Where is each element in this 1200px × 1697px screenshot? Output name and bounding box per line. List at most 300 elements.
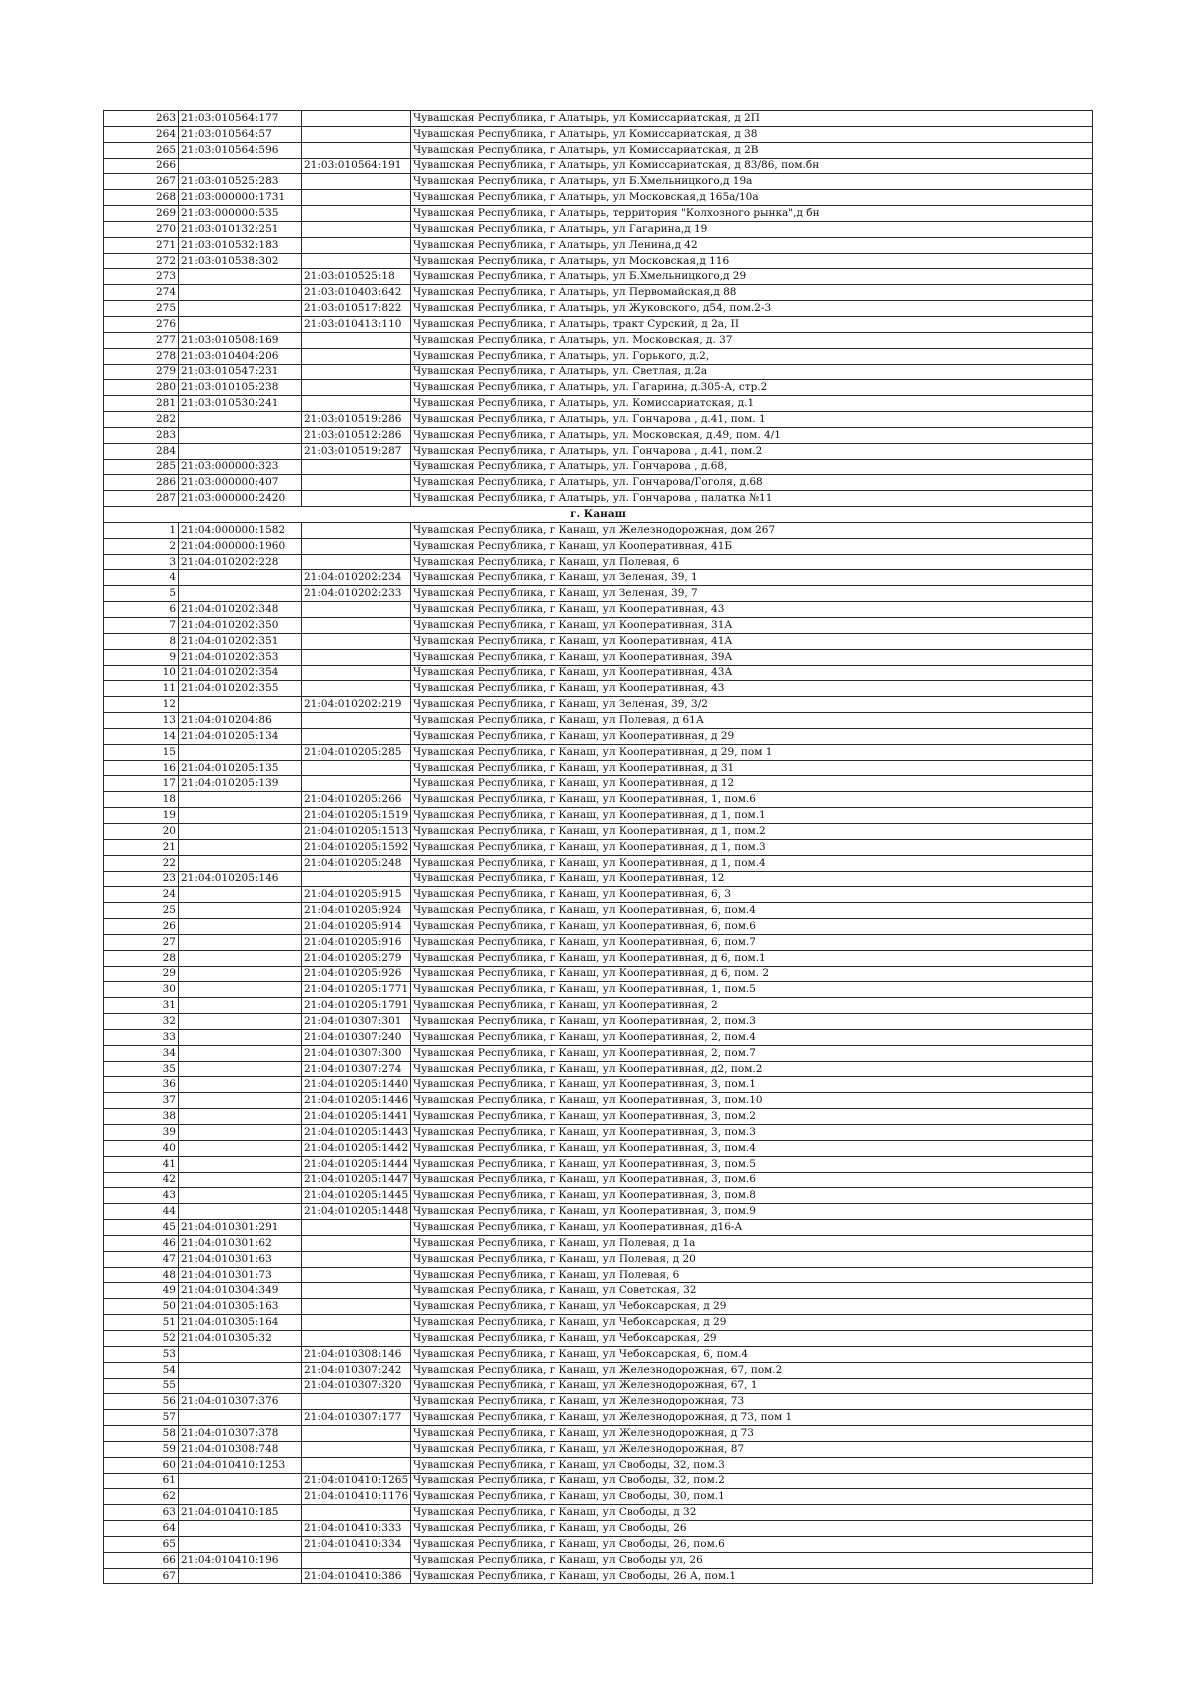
premises-cadastral-number-cell (302, 665, 411, 681)
row-number: 278 (104, 348, 179, 364)
cadastral-number-cell: 21:04:010410:1253 (179, 1457, 302, 1473)
row-number: 38 (104, 1109, 179, 1125)
premises-cadastral-number-cell (302, 237, 411, 253)
address-cell: Чувашская Республика, г Канаш, ул Железнодорожная, 67, 1 (411, 1378, 1093, 1394)
premises-cadastral-number-cell (302, 776, 411, 792)
row-number: 25 (104, 903, 179, 919)
row-number: 42 (104, 1172, 179, 1188)
cadastral-number-cell: 21:04:010202:354 (179, 665, 302, 681)
address-cell: Чувашская Республика, г Канаш, ул Кооперативная, 39А (411, 649, 1093, 665)
table-row (104, 697, 1093, 713)
section-title: г. Канаш (104, 507, 1093, 523)
premises-cadastral-number-cell (302, 332, 411, 348)
row-number: 24 (104, 887, 179, 903)
table-row (104, 412, 1093, 428)
row-number: 37 (104, 1093, 179, 1109)
premises-cadastral-number-cell: 21:04:010205:1791 (302, 998, 411, 1014)
premises-cadastral-number-cell: 21:04:010205:1447 (302, 1172, 411, 1188)
cadastral-number-cell (179, 1172, 302, 1188)
cadastral-number-cell: 21:04:010305:164 (179, 1315, 302, 1331)
table-row (104, 396, 1093, 412)
row-number: 40 (104, 1140, 179, 1156)
address-cell: Чувашская Республика, г Канаш, ул Кооперативная, 12 (411, 871, 1093, 887)
table-row (104, 792, 1093, 808)
cadastral-number-cell (179, 316, 302, 332)
cadastral-number-cell: 21:04:010202:348 (179, 602, 302, 618)
cadastral-number-cell (179, 697, 302, 713)
row-number: 274 (104, 285, 179, 301)
row-number: 60 (104, 1457, 179, 1473)
premises-cadastral-number-cell (302, 1505, 411, 1521)
address-cell: Чувашская Республика, г Канаш, ул Кооперативная, 1, пом.6 (411, 792, 1093, 808)
premises-cadastral-number-cell (302, 206, 411, 222)
table-row (104, 1109, 1093, 1125)
address-cell: Чувашская Республика, г Алатырь, территория "Колхозного рынка",д бн (411, 206, 1093, 222)
premises-cadastral-number-cell: 21:04:010205:926 (302, 966, 411, 982)
cadastral-number-cell (179, 1378, 302, 1394)
cadastral-number-cell (179, 1093, 302, 1109)
table-row (104, 1489, 1093, 1505)
table-row (104, 427, 1093, 443)
row-number: 4 (104, 570, 179, 586)
table-row (104, 1045, 1093, 1061)
address-cell: Чувашская Республика, г Канаш, ул Полевая, 6 (411, 1267, 1093, 1283)
address-cell: Чувашская Республика, г Алатырь, ул Московская,д 116 (411, 253, 1093, 269)
row-number: 266 (104, 158, 179, 174)
row-number: 286 (104, 475, 179, 491)
premises-cadastral-number-cell (302, 760, 411, 776)
cadastral-number-cell: 21:04:010202:353 (179, 649, 302, 665)
table-row (104, 934, 1093, 950)
cadastral-number-cell (179, 427, 302, 443)
table-row (104, 855, 1093, 871)
address-cell: Чувашская Республика, г Канаш, ул Чебоксарская, д 29 (411, 1315, 1093, 1331)
table-body (104, 111, 1093, 1584)
address-cell: Чувашская Республика, г Канаш, ул Кооперативная, 43 (411, 681, 1093, 697)
row-number: 6 (104, 602, 179, 618)
row-number: 283 (104, 427, 179, 443)
premises-cadastral-number-cell (302, 1394, 411, 1410)
premises-cadastral-number-cell: 21:04:010205:1443 (302, 1125, 411, 1141)
row-number: 16 (104, 760, 179, 776)
premises-cadastral-number-cell (302, 633, 411, 649)
premises-cadastral-number-cell (302, 538, 411, 554)
table-row (104, 1362, 1093, 1378)
row-number: 30 (104, 982, 179, 998)
table-row (104, 1029, 1093, 1045)
cadastral-number-cell: 21:03:010564:596 (179, 142, 302, 158)
premises-cadastral-number-cell (302, 142, 411, 158)
address-cell: Чувашская Республика, г Канаш, ул Кооперативная, 3, пом.5 (411, 1156, 1093, 1172)
table-row (104, 269, 1093, 285)
premises-cadastral-number-cell (302, 871, 411, 887)
cadastral-number-cell (179, 1536, 302, 1552)
table-row (104, 776, 1093, 792)
table-row (104, 871, 1093, 887)
table-row (104, 142, 1093, 158)
table-row (104, 522, 1093, 538)
premises-cadastral-number-cell (302, 1426, 411, 1442)
table-row (104, 332, 1093, 348)
cadastral-number-cell (179, 792, 302, 808)
table-row (104, 823, 1093, 839)
row-number: 29 (104, 966, 179, 982)
cadastral-number-cell (179, 1473, 302, 1489)
cadastral-number-cell: 21:03:010547:231 (179, 364, 302, 380)
table-row (104, 1283, 1093, 1299)
premises-cadastral-number-cell: 21:04:010410:333 (302, 1521, 411, 1537)
address-cell: Чувашская Республика, г Канаш, ул Кооперативная, д16-А (411, 1220, 1093, 1236)
row-number: 12 (104, 697, 179, 713)
row-number: 50 (104, 1299, 179, 1315)
address-cell: Чувашская Республика, г Канаш, ул Полевая, д 1а (411, 1235, 1093, 1251)
cadastral-number-cell: 21:04:010301:63 (179, 1251, 302, 1267)
table-row (104, 538, 1093, 554)
premises-cadastral-number-cell (302, 1283, 411, 1299)
address-cell: Чувашская Республика, г Канаш, ул Свободы, 26 А, пом.1 (411, 1568, 1093, 1584)
table-row (104, 998, 1093, 1014)
table-row (104, 1172, 1093, 1188)
address-cell: Чувашская Республика, г Алатырь, ул. Гагарина, д.305-А, стр.2 (411, 380, 1093, 396)
table-row (104, 1156, 1093, 1172)
cadastral-number-cell (179, 1188, 302, 1204)
section-row (104, 507, 1093, 523)
row-number: 279 (104, 364, 179, 380)
address-cell: Чувашская Республика, г Канаш, ул Кооперативная, д 1, пом.1 (411, 808, 1093, 824)
premises-cadastral-number-cell: 21:04:010307:242 (302, 1362, 411, 1378)
table-row (104, 1204, 1093, 1220)
address-cell: Чувашская Республика, г Канаш, ул Свободы, 26 (411, 1521, 1093, 1537)
premises-cadastral-number-cell: 21:04:010205:1513 (302, 823, 411, 839)
address-cell: Чувашская Республика, г Канаш, ул Кооперативная, 31А (411, 618, 1093, 634)
address-cell: Чувашская Республика, г Канаш, ул Кооперативная, 6, пом.6 (411, 919, 1093, 935)
row-number: 53 (104, 1346, 179, 1362)
row-number: 22 (104, 855, 179, 871)
table-row (104, 1505, 1093, 1521)
row-number: 284 (104, 443, 179, 459)
premises-cadastral-number-cell: 21:04:010308:146 (302, 1346, 411, 1362)
cadastral-number-cell: 21:04:010202:350 (179, 618, 302, 634)
row-number: 267 (104, 174, 179, 190)
table-row (104, 1441, 1093, 1457)
cadastral-number-cell (179, 1410, 302, 1426)
address-cell: Чувашская Республика, г Канаш, ул Кооперативная, 3, пом.10 (411, 1093, 1093, 1109)
premises-cadastral-number-cell: 21:04:010205:1442 (302, 1140, 411, 1156)
cadastral-table (103, 110, 1093, 1584)
cadastral-number-cell (179, 823, 302, 839)
table-row (104, 1315, 1093, 1331)
row-number: 276 (104, 316, 179, 332)
row-number: 65 (104, 1536, 179, 1552)
address-cell: Чувашская Республика, г Канаш, ул Железнодорожная, д 73 (411, 1426, 1093, 1442)
cadastral-number-cell: 21:04:010307:378 (179, 1426, 302, 1442)
premises-cadastral-number-cell: 21:03:010519:286 (302, 412, 411, 428)
address-cell: Чувашская Республика, г Канаш, ул Кооперативная, 3, пом.2 (411, 1109, 1093, 1125)
row-number: 47 (104, 1251, 179, 1267)
cadastral-number-cell (179, 1204, 302, 1220)
table-row (104, 950, 1093, 966)
row-number: 20 (104, 823, 179, 839)
row-number: 61 (104, 1473, 179, 1489)
cadastral-number-cell: 21:03:010508:169 (179, 332, 302, 348)
table-row (104, 221, 1093, 237)
cadastral-number-cell (179, 1362, 302, 1378)
cadastral-number-cell (179, 966, 302, 982)
row-number: 41 (104, 1156, 179, 1172)
row-number: 32 (104, 1014, 179, 1030)
cadastral-number-cell: 21:04:010301:73 (179, 1267, 302, 1283)
address-cell: Чувашская Республика, г Канаш, ул Свободы ул, 26 (411, 1552, 1093, 1568)
row-number: 36 (104, 1077, 179, 1093)
cadastral-number-cell (179, 998, 302, 1014)
table-row (104, 649, 1093, 665)
table-row (104, 1521, 1093, 1537)
cadastral-number-cell: 21:04:010205:146 (179, 871, 302, 887)
address-cell: Чувашская Республика, г Канаш, ул Зеленая, 39, 7 (411, 586, 1093, 602)
table-row (104, 919, 1093, 935)
address-cell: Чувашская Республика, г Алатырь, ул Первомайская,д 88 (411, 285, 1093, 301)
cadastral-number-cell: 21:04:010308:748 (179, 1441, 302, 1457)
row-number: 45 (104, 1220, 179, 1236)
row-number: 52 (104, 1330, 179, 1346)
cadastral-number-cell (179, 903, 302, 919)
row-number: 273 (104, 269, 179, 285)
row-number: 285 (104, 459, 179, 475)
cadastral-number-cell: 21:04:010305:163 (179, 1299, 302, 1315)
premises-cadastral-number-cell (302, 522, 411, 538)
table-row (104, 174, 1093, 190)
premises-cadastral-number-cell (302, 1267, 411, 1283)
premises-cadastral-number-cell: 21:04:010205:279 (302, 950, 411, 966)
address-cell: Чувашская Республика, г Канаш, ул Свободы, 32, пом.3 (411, 1457, 1093, 1473)
row-number: 277 (104, 332, 179, 348)
premises-cadastral-number-cell: 21:03:010564:191 (302, 158, 411, 174)
row-number: 56 (104, 1394, 179, 1410)
table-row (104, 1299, 1093, 1315)
address-cell: Чувашская Республика, г Канаш, ул Чебоксарская, 6, пом.4 (411, 1346, 1093, 1362)
cadastral-number-cell (179, 950, 302, 966)
row-number: 67 (104, 1568, 179, 1584)
cadastral-number-cell (179, 1346, 302, 1362)
table-row (104, 190, 1093, 206)
table-row (104, 1410, 1093, 1426)
premises-cadastral-number-cell (302, 126, 411, 142)
address-cell: Чувашская Республика, г Канаш, ул Свободы, 26, пом.6 (411, 1536, 1093, 1552)
premises-cadastral-number-cell: 21:03:010519:287 (302, 443, 411, 459)
address-cell: Чувашская Республика, г Канаш, ул Железнодорожная, дом 267 (411, 522, 1093, 538)
row-number: 34 (104, 1045, 179, 1061)
premises-cadastral-number-cell (302, 1220, 411, 1236)
premises-cadastral-number-cell (302, 681, 411, 697)
table-row (104, 1330, 1093, 1346)
row-number: 263 (104, 111, 179, 127)
table-row (104, 1267, 1093, 1283)
table-row (104, 1378, 1093, 1394)
cadastral-number-cell: 21:04:010205:139 (179, 776, 302, 792)
row-number: 282 (104, 412, 179, 428)
cadastral-number-cell: 21:03:010525:283 (179, 174, 302, 190)
table-row (104, 1457, 1093, 1473)
row-number: 287 (104, 491, 179, 507)
row-number: 31 (104, 998, 179, 1014)
address-cell: Чувашская Республика, г Алатырь, ул. Гончарова , д.41, пом. 1 (411, 412, 1093, 428)
premises-cadastral-number-cell: 21:03:010413:110 (302, 316, 411, 332)
cadastral-number-cell: 21:04:010305:32 (179, 1330, 302, 1346)
address-cell: Чувашская Республика, г Алатырь, ул. Московская, д. 37 (411, 332, 1093, 348)
address-cell: Чувашская Республика, г Канаш, ул Полевая, д 20 (411, 1251, 1093, 1267)
table-row (104, 744, 1093, 760)
premises-cadastral-number-cell (302, 491, 411, 507)
row-number: 10 (104, 665, 179, 681)
address-cell: Чувашская Республика, г Канаш, ул Кооперативная, 6, 3 (411, 887, 1093, 903)
row-number: 18 (104, 792, 179, 808)
premises-cadastral-number-cell (302, 728, 411, 744)
table-row (104, 380, 1093, 396)
table-row (104, 1140, 1093, 1156)
table-row (104, 570, 1093, 586)
premises-cadastral-number-cell: 21:04:010410:334 (302, 1536, 411, 1552)
cadastral-number-cell: 21:03:000000:535 (179, 206, 302, 222)
premises-cadastral-number-cell: 21:04:010410:1176 (302, 1489, 411, 1505)
row-number: 281 (104, 396, 179, 412)
table-row (104, 301, 1093, 317)
address-cell: Чувашская Республика, г Канаш, ул Свободы, 32, пом.2 (411, 1473, 1093, 1489)
cadastral-number-cell (179, 1045, 302, 1061)
cadastral-number-cell (179, 1077, 302, 1093)
address-cell: Чувашская Республика, г Канаш, ул Кооперативная, д 6, пом. 2 (411, 966, 1093, 982)
row-number: 19 (104, 808, 179, 824)
table-row (104, 237, 1093, 253)
address-cell: Чувашская Республика, г Канаш, ул Кооперативная, 2 (411, 998, 1093, 1014)
premises-cadastral-number-cell: 21:03:010525:18 (302, 269, 411, 285)
cadastral-number-cell (179, 301, 302, 317)
row-number: 48 (104, 1267, 179, 1283)
address-cell: Чувашская Республика, г Канаш, ул Кооперативная, 1, пом.5 (411, 982, 1093, 998)
row-number: 14 (104, 728, 179, 744)
premises-cadastral-number-cell (302, 1330, 411, 1346)
address-cell: Чувашская Республика, г Канаш, ул Зеленая, 39, 3/2 (411, 697, 1093, 713)
table-row (104, 1014, 1093, 1030)
cadastral-number-cell: 21:03:010564:57 (179, 126, 302, 142)
premises-cadastral-number-cell: 21:04:010205:1444 (302, 1156, 411, 1172)
address-cell: Чувашская Республика, г Канаш, ул Кооперативная, 3, пом.4 (411, 1140, 1093, 1156)
row-number: 265 (104, 142, 179, 158)
row-number: 43 (104, 1188, 179, 1204)
cadastral-number-cell: 21:04:010307:376 (179, 1394, 302, 1410)
address-cell: Чувашская Республика, г Алатырь, ул. Комиссариатская, д.1 (411, 396, 1093, 412)
cadastral-number-cell: 21:03:010105:238 (179, 380, 302, 396)
row-number: 28 (104, 950, 179, 966)
premises-cadastral-number-cell: 21:04:010307:274 (302, 1061, 411, 1077)
address-cell: Чувашская Республика, г Алатырь, ул. Гончарова/Гоголя, д.68 (411, 475, 1093, 491)
premises-cadastral-number-cell: 21:04:010205:1519 (302, 808, 411, 824)
premises-cadastral-number-cell (302, 380, 411, 396)
premises-cadastral-number-cell: 21:03:010403:642 (302, 285, 411, 301)
row-number: 57 (104, 1410, 179, 1426)
premises-cadastral-number-cell (302, 713, 411, 729)
premises-cadastral-number-cell (302, 1457, 411, 1473)
premises-cadastral-number-cell: 21:04:010205:1448 (302, 1204, 411, 1220)
cadastral-number-cell (179, 855, 302, 871)
premises-cadastral-number-cell: 21:04:010307:300 (302, 1045, 411, 1061)
address-cell: Чувашская Республика, г Алатырь, ул. Московская, д.49, пом. 4/1 (411, 427, 1093, 443)
cadastral-number-cell (179, 982, 302, 998)
cadastral-number-cell (179, 1489, 302, 1505)
table-row (104, 681, 1093, 697)
premises-cadastral-number-cell: 21:04:010410:1265 (302, 1473, 411, 1489)
cadastral-number-cell: 21:04:010202:351 (179, 633, 302, 649)
premises-cadastral-number-cell (302, 253, 411, 269)
cadastral-number-cell: 21:04:010205:134 (179, 728, 302, 744)
cadastral-number-cell (179, 1568, 302, 1584)
premises-cadastral-number-cell (302, 554, 411, 570)
cadastral-number-cell: 21:04:010304:349 (179, 1283, 302, 1299)
row-number: 275 (104, 301, 179, 317)
table-row (104, 1536, 1093, 1552)
table-row (104, 839, 1093, 855)
address-cell: Чувашская Республика, г Алатырь, ул Московская,д 165а/10а (411, 190, 1093, 206)
cadastral-number-cell: 21:04:010202:355 (179, 681, 302, 697)
table-row (104, 491, 1093, 507)
address-cell: Чувашская Республика, г Канаш, ул Кооперативная, 3, пом.8 (411, 1188, 1093, 1204)
cadastral-number-cell (179, 443, 302, 459)
cadastral-number-cell: 21:04:010301:62 (179, 1235, 302, 1251)
address-cell: Чувашская Республика, г Алатырь, ул Гагарина,д 19 (411, 221, 1093, 237)
cadastral-number-cell (179, 586, 302, 602)
table-row (104, 1093, 1093, 1109)
table-row (104, 760, 1093, 776)
cadastral-number-cell (179, 887, 302, 903)
premises-cadastral-number-cell: 21:04:010307:320 (302, 1378, 411, 1394)
address-cell: Чувашская Республика, г Канаш, ул Кооперативная, 6, пом.4 (411, 903, 1093, 919)
table-row (104, 1188, 1093, 1204)
cadastral-number-cell: 21:03:010538:302 (179, 253, 302, 269)
table-row (104, 966, 1093, 982)
premises-cadastral-number-cell (302, 221, 411, 237)
address-cell: Чувашская Республика, г Канаш, ул Железнодорожная, 73 (411, 1394, 1093, 1410)
row-number: 49 (104, 1283, 179, 1299)
row-number: 9 (104, 649, 179, 665)
premises-cadastral-number-cell: 21:04:010205:248 (302, 855, 411, 871)
premises-cadastral-number-cell: 21:04:010202:219 (302, 697, 411, 713)
table-row (104, 1235, 1093, 1251)
table-row (104, 713, 1093, 729)
address-cell: Чувашская Республика, г Алатырь, ул Жуковского, д54, пом.2-3 (411, 301, 1093, 317)
cadastral-number-cell (179, 808, 302, 824)
address-cell: Чувашская Республика, г Алатырь, ул. Светлая, д.2а (411, 364, 1093, 380)
row-number: 270 (104, 221, 179, 237)
address-cell: Чувашская Республика, г Канаш, ул Кооперативная, 2, пом.7 (411, 1045, 1093, 1061)
row-number: 1 (104, 522, 179, 538)
row-number: 8 (104, 633, 179, 649)
premises-cadastral-number-cell (302, 190, 411, 206)
row-number: 44 (104, 1204, 179, 1220)
address-cell: Чувашская Республика, г Канаш, ул Кооперативная, д 6, пом.1 (411, 950, 1093, 966)
table-row (104, 1568, 1093, 1584)
table-row (104, 1251, 1093, 1267)
table-row (104, 982, 1093, 998)
row-number: 54 (104, 1362, 179, 1378)
table-row (104, 665, 1093, 681)
row-number: 23 (104, 871, 179, 887)
cadastral-number-cell: 21:03:010564:177 (179, 111, 302, 127)
premises-cadastral-number-cell: 21:04:010205:1592 (302, 839, 411, 855)
table-row (104, 126, 1093, 142)
table-row (104, 602, 1093, 618)
table-row (104, 618, 1093, 634)
row-number: 271 (104, 237, 179, 253)
table-row (104, 1394, 1093, 1410)
